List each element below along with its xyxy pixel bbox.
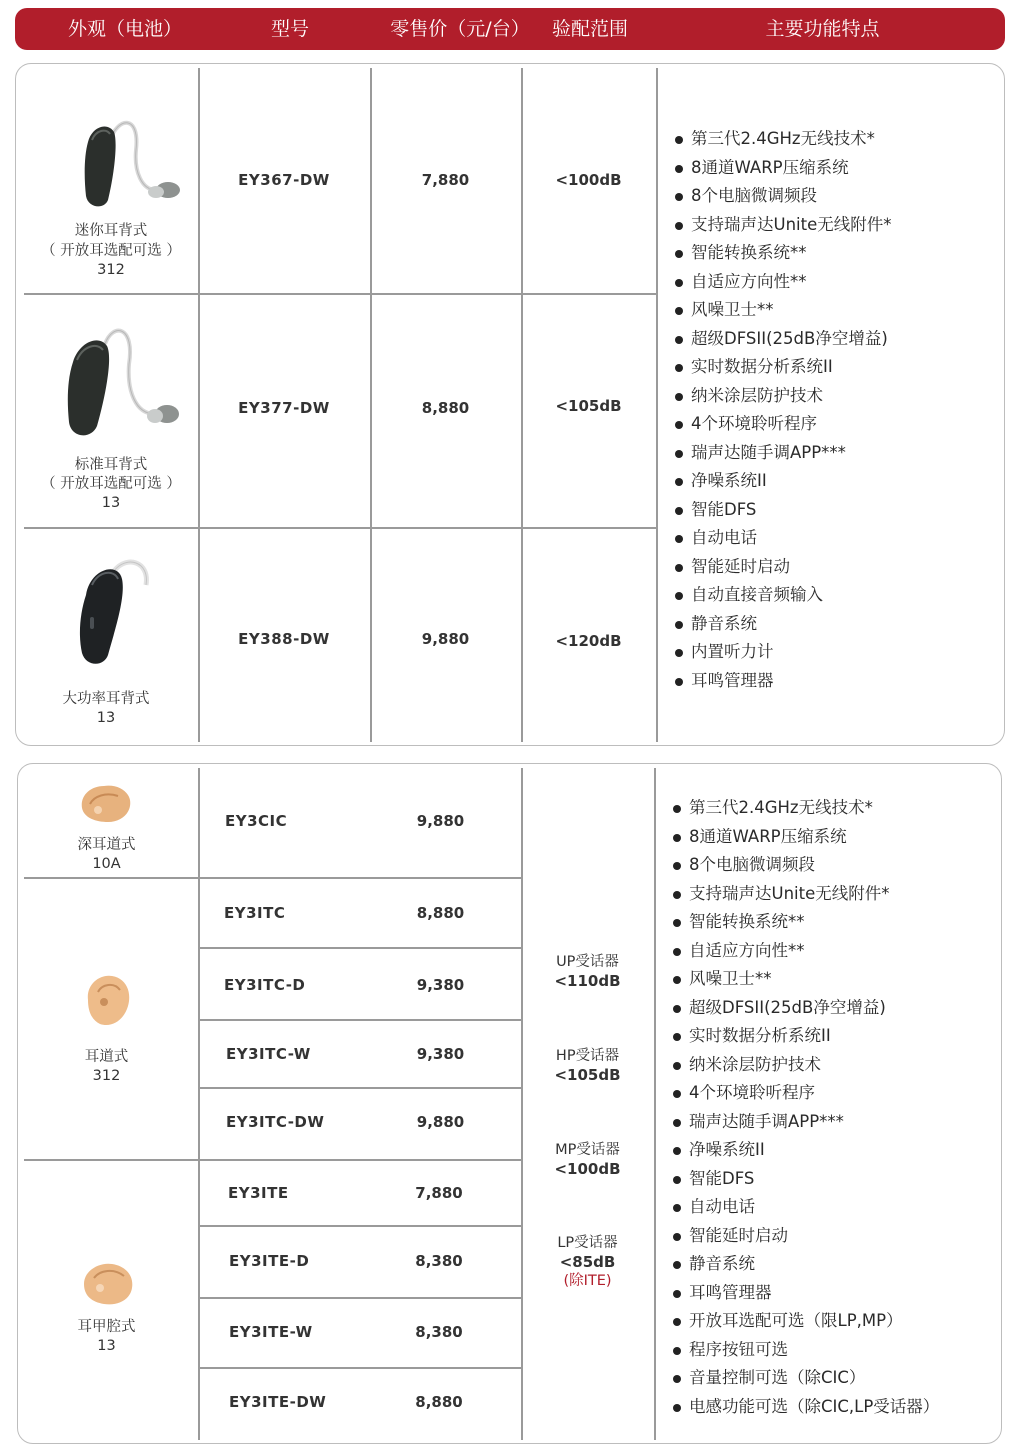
row-price: 9,880 (416, 812, 465, 830)
list-item: 净噪系统II (673, 467, 892, 496)
receiver-up (521, 953, 654, 991)
itc-hearing-aid-image (80, 972, 136, 1030)
list-item: 8个电脑微调频段 (673, 182, 892, 211)
divider (521, 768, 523, 1440)
receiver-label: HP受话器 (555, 1048, 620, 1064)
list-item: 8通道WARP压缩系统 (673, 154, 892, 183)
row-bte-power-name: 大功率耳背式 (62, 691, 150, 707)
row-bte-standard-range: <105dB (555, 397, 622, 415)
list-item: 第三代2.4GHz无线技术* (673, 125, 892, 154)
divider (198, 1367, 521, 1369)
row-model: EY3ITE-D (229, 1252, 310, 1270)
list-item: 瑞声达随手调APP*** (673, 439, 892, 468)
divider (24, 877, 521, 879)
list-item: 耳鸣管理器 (673, 667, 892, 696)
receiver-hp (521, 1047, 654, 1085)
row-price: 8,880 (416, 904, 465, 922)
row-bte-standard-sub: （ 开放耳选配可选 ） (41, 476, 181, 492)
divider (654, 768, 656, 1440)
list-item: 纳米涂层防护技术 (671, 1051, 939, 1080)
row-price: 7,880 (415, 1184, 463, 1202)
row-price: 8,880 (415, 1393, 463, 1411)
receiver-value: <105dB (554, 1066, 621, 1084)
group-cic-battery: 10A (92, 856, 121, 872)
mini-bte-hearing-aid-image (70, 112, 190, 212)
header-model: 型号 (270, 18, 309, 40)
row-model: EY3ITC-D (224, 976, 306, 994)
list-item: 纳米涂层防护技术 (673, 382, 892, 411)
bte-feature-list (673, 125, 892, 695)
row-bte-mini-name: 迷你耳背式 (74, 223, 148, 239)
custom-feature-list (671, 794, 939, 1421)
receiver-value: <110dB (554, 972, 621, 990)
list-item: 耳鸣管理器 (671, 1279, 939, 1308)
divider (656, 68, 658, 742)
list-item: 风噪卫士** (671, 965, 939, 994)
list-item: 开放耳选配可选（限LP,MP） (671, 1307, 939, 1336)
row-bte-standard-model: EY377-DW (238, 399, 330, 417)
row-price: 9,880 (416, 1113, 465, 1131)
row-bte-mini-sub: （ 开放耳选配可选 ） (41, 243, 181, 259)
divider (24, 293, 656, 295)
list-item: 静音系统 (671, 1250, 939, 1279)
row-bte-power-model: EY388-DW (238, 630, 330, 648)
list-item: 超级DFSII(25dB净空增益) (671, 994, 939, 1023)
row-model: EY3ITC-W (226, 1045, 311, 1063)
divider (24, 527, 656, 529)
divider (198, 768, 200, 1440)
list-item: 实时数据分析系统II (671, 1022, 939, 1051)
group-cic-name: 深耳道式 (77, 837, 136, 853)
list-item: 智能延时启动 (671, 1222, 939, 1251)
group-ite-name: 耳甲腔式 (77, 1319, 136, 1335)
list-item: 第三代2.4GHz无线技术* (671, 794, 939, 823)
header-appearance: 外观（电池） (67, 18, 182, 40)
list-item: 4个环境聆听程序 (671, 1079, 939, 1108)
group-ite-battery: 13 (97, 1338, 116, 1354)
list-item: 静音系统 (673, 610, 892, 639)
list-item: 内置听力计 (673, 638, 892, 667)
receiver-value: <100dB (554, 1160, 621, 1178)
list-item: 风噪卫士** (673, 296, 892, 325)
row-model: EY3ITE-W (229, 1323, 313, 1341)
list-item: 自适应方向性** (671, 937, 939, 966)
list-item: 智能转换系统** (673, 239, 892, 268)
receiver-label: MP受话器 (555, 1142, 620, 1158)
row-bte-power-range: <120dB (555, 632, 622, 650)
list-item: 8通道WARP压缩系统 (671, 823, 939, 852)
divider (198, 1297, 521, 1299)
row-bte-power-price: 9,880 (421, 630, 470, 648)
list-item: 智能延时启动 (673, 553, 892, 582)
receiver-label: UP受话器 (556, 954, 619, 970)
row-bte-power-battery: 13 (96, 710, 116, 726)
receiver-mp (521, 1141, 654, 1179)
list-item: 程序按钮可选 (671, 1336, 939, 1365)
row-price: 9,380 (416, 976, 465, 994)
list-item: 净噪系统II (671, 1136, 939, 1165)
row-bte-standard-price: 8,880 (421, 399, 470, 417)
row-price: 9,380 (416, 1045, 465, 1063)
receiver-label: LP受话器 (557, 1235, 618, 1251)
list-item: 4个环境聆听程序 (673, 410, 892, 439)
power-bte-hearing-aid-image (70, 555, 160, 670)
row-model: EY3CIC (225, 812, 288, 830)
row-bte-standard-name: 标准耳背式 (74, 457, 148, 473)
cic-hearing-aid-image (76, 778, 138, 828)
row-price: 8,380 (415, 1323, 463, 1341)
row-bte-mini-price: 7,880 (421, 171, 470, 189)
list-item: 自适应方向性** (673, 268, 892, 297)
group-itc-battery: 312 (92, 1068, 121, 1084)
list-item: 支持瑞声达Unite无线附件* (671, 880, 939, 909)
list-item: 支持瑞声达Unite无线附件* (673, 211, 892, 240)
divider (198, 1087, 521, 1089)
list-item: 自动电话 (673, 524, 892, 553)
receiver-lp (521, 1234, 654, 1291)
ite-hearing-aid-image (78, 1258, 140, 1308)
row-bte-mini-battery: 312 (97, 262, 125, 278)
divider (24, 1159, 521, 1161)
receiver-note: (除ITE) (563, 1273, 612, 1289)
row-model: EY3ITC-DW (226, 1113, 325, 1131)
header-price: 零售价（元/台） (390, 18, 530, 40)
list-item: 8个电脑微调频段 (671, 851, 939, 880)
row-bte-mini-range: <100dB (555, 171, 622, 189)
row-model: EY3ITE-DW (229, 1393, 327, 1411)
row-model: EY3ITC (224, 904, 286, 922)
list-item: 智能DFS (671, 1165, 939, 1194)
header-range: 验配范围 (551, 18, 628, 40)
divider (198, 947, 521, 949)
list-item: 智能转换系统** (671, 908, 939, 937)
row-model: EY3ITE (228, 1184, 289, 1202)
group-itc-name: 耳道式 (84, 1049, 129, 1065)
divider (198, 1019, 521, 1021)
list-item: 自动直接音频输入 (673, 581, 892, 610)
list-item: 瑞声达随手调APP*** (671, 1108, 939, 1137)
list-item: 超级DFSII(25dB净空增益) (673, 325, 892, 354)
divider (198, 1225, 521, 1227)
list-item: 自动电话 (671, 1193, 939, 1222)
table-header (15, 8, 1005, 50)
list-item: 智能DFS (673, 496, 892, 525)
list-item: 音量控制可选（除CIC） (671, 1364, 939, 1393)
row-price: 8,380 (415, 1252, 463, 1270)
receiver-value: <85dB (559, 1253, 616, 1271)
row-bte-mini-model: EY367-DW (238, 171, 330, 189)
standard-bte-hearing-aid-image (55, 322, 185, 442)
header-features: 主要功能特点 (765, 18, 880, 40)
list-item: 电感功能可选（除CIC,LP受话器） (671, 1393, 939, 1422)
row-bte-standard-battery: 13 (101, 495, 121, 511)
list-item: 实时数据分析系统II (673, 353, 892, 382)
